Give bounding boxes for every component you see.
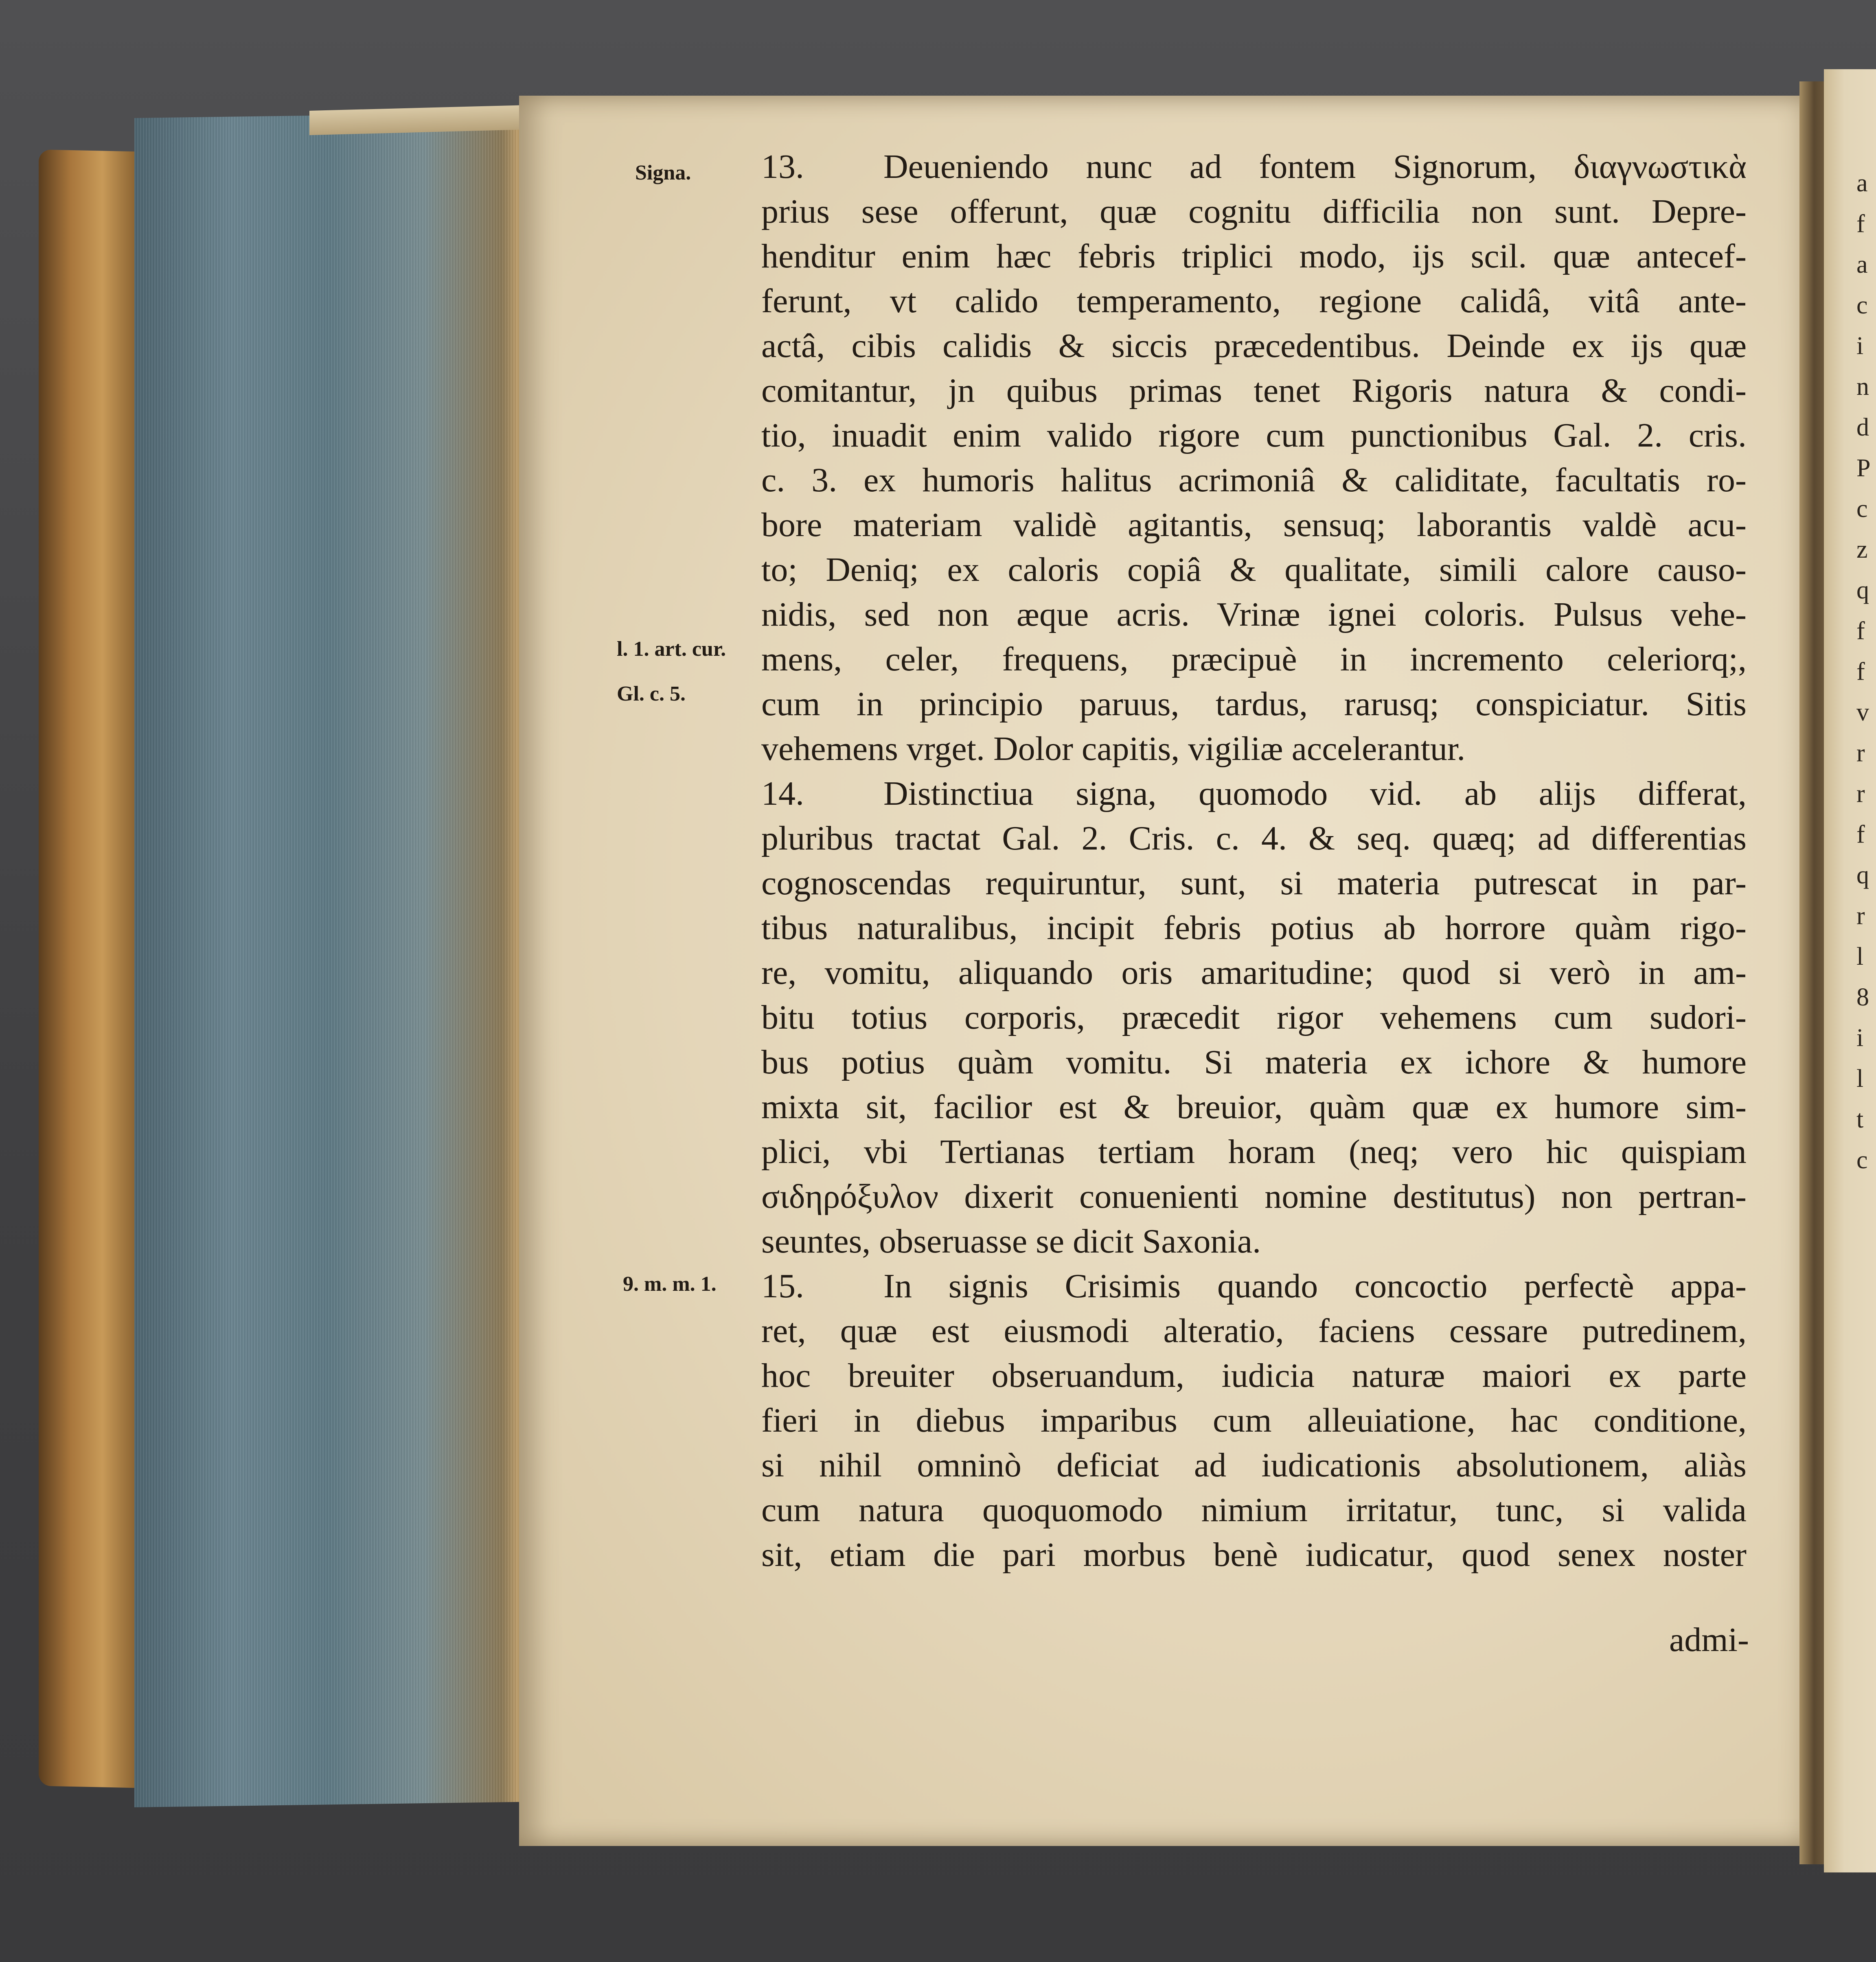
book-cover-edge	[39, 149, 145, 1788]
facing-letter: n	[1856, 373, 1869, 401]
facing-letter: r	[1856, 739, 1865, 767]
facing-letter: z	[1856, 536, 1868, 563]
facing-letter: q	[1856, 861, 1869, 889]
facing-letter: f	[1856, 821, 1865, 848]
text-line	[761, 1264, 1747, 1309]
text-line: cognoscendas requiruntur, sunt, si materia putrescat in par-	[761, 864, 1747, 902]
text-line: re, vomitu, aliquando oris amaritudine; quod si verò in am-	[761, 954, 1747, 992]
text-line: tibus naturalibus, incipit febris potius ab horrore quàm rigo-	[761, 909, 1747, 947]
facing-letter: f	[1856, 658, 1865, 685]
margin-note-reference: l. 1. art. cur.	[617, 637, 726, 661]
facing-letter: a	[1856, 169, 1868, 197]
text-line: mixta sit, facilior est & breuior, quàm quæ ex humore sim-	[761, 1088, 1747, 1126]
facing-letter: r	[1856, 902, 1865, 930]
margin-note-reference: 9. m. m. 1.	[623, 1272, 717, 1296]
line-text: Deueniendo nunc ad fontem Signorum, διαγνωστικὰ	[883, 148, 1747, 186]
text-line	[761, 145, 1747, 189]
facing-letter: r	[1856, 780, 1865, 808]
line-text: In signis Crisimis quando concoctio perfectè appa-	[883, 1267, 1747, 1305]
text-line: plici, vbi Tertianas tertiam horam (neq; vero hic quispiam	[761, 1133, 1747, 1171]
page-block-fore-edge	[134, 113, 521, 1807]
text-line: nidis, sed non æque acris. Vrinæ ignei coloris. Pulsus vehe-	[761, 596, 1747, 633]
paragraph-number: 14.	[761, 775, 804, 812]
text-line: actâ, cibis calidis & siccis præcedentibus. Deinde ex ijs quæ	[761, 327, 1747, 365]
text-line: to; Deniq; ex caloris copiâ & qualitate, simili calore causo-	[761, 551, 1747, 589]
margin-note-signa: Signa.	[635, 161, 691, 184]
facing-letter: l	[1856, 1065, 1864, 1093]
facing-letter: c	[1856, 1146, 1868, 1174]
catchword: admi-	[1669, 1621, 1749, 1659]
text-line: bitu totius corporis, præcedit rigor vehemens cum sudori-	[761, 999, 1747, 1036]
paragraph-number: 15.	[761, 1267, 804, 1305]
facing-letter: t	[1856, 1106, 1864, 1133]
text-line: cum in principio paruus, tardus, rarusq; conspiciatur. Sitis	[761, 685, 1747, 723]
text-line: prius sese offerunt, quæ cognitu difficilia non sunt. Depre-	[761, 193, 1747, 230]
text-line: c. 3. ex humoris halitus acrimoniâ & caliditate, facultatis ro-	[761, 461, 1747, 499]
line-text: Distinctiua signa, quomodo vid. ab alijs differat,	[883, 775, 1747, 812]
text-line: sit, etiam die pari morbus benè iudicatur, quod senex noster	[761, 1536, 1747, 1574]
text-line: hoc breuiter obseruandum, iudicia naturæ maiori ex parte	[761, 1357, 1747, 1395]
facing-letter: P	[1856, 454, 1871, 482]
facing-letter: f	[1856, 617, 1865, 645]
facing-letter: 8	[1856, 983, 1869, 1011]
facing-letter: d	[1856, 414, 1869, 441]
margin-note-reference: Gl. c. 5.	[617, 682, 686, 705]
text-line: ferunt, vt calido temperamento, regione calidâ, vitâ ante-	[761, 282, 1747, 320]
facing-letter: a	[1856, 251, 1868, 278]
paragraph-number: 13.	[761, 148, 804, 186]
text-line: tio, inuadit enim valido rigore cum punctionibus Gal. 2. cris.	[761, 416, 1747, 454]
text-line: comitantur, jn quibus primas tenet Rigoris natura & condi-	[761, 372, 1747, 409]
text-line: si nihil omninò deficiat ad iudicationis absolutionem, aliàs	[761, 1446, 1747, 1484]
text-line: bus potius quàm vomitu. Si materia ex ichore & humore	[761, 1043, 1747, 1081]
text-line: σιδηρόξυλον dixerit conuenienti nomine destitutus) non pertran-	[761, 1178, 1747, 1215]
text-line: vehemens vrget. Dolor capitis, vigiliæ accelerantur.	[761, 730, 1466, 768]
text-line: fieri in diebus imparibus cum alleuiatione, hac conditione,	[761, 1401, 1747, 1439]
facing-letter: v	[1856, 699, 1869, 726]
text-line: ret, quæ est eiusmodi alteratio, faciens cessare putredinem,	[761, 1312, 1747, 1350]
text-line: cum natura quoquomodo nimium irritatur, tunc, si valida	[761, 1491, 1747, 1529]
text-line: henditur enim hæc febris triplici modo, ijs scil. quæ antecef-	[761, 237, 1747, 275]
facing-letter: c	[1856, 495, 1868, 523]
text-line: seuntes, obseruasse se dicit Saxonia.	[761, 1222, 1261, 1260]
facing-letter: i	[1856, 1024, 1864, 1052]
text-line	[761, 771, 1747, 816]
facing-letter: c	[1856, 291, 1868, 319]
facing-letter: l	[1856, 943, 1864, 970]
text-line: pluribus tractat Gal. 2. Cris. c. 4. & seq. quæq; ad differentias	[761, 819, 1747, 857]
facing-letter: q	[1856, 576, 1869, 604]
text-line: mens, celer, frequens, præcipuè in incremento celeriorq;,	[761, 640, 1747, 678]
facing-page-text	[1856, 163, 1876, 1180]
facing-letter: i	[1856, 332, 1864, 360]
facing-letter: f	[1856, 210, 1865, 238]
text-line: bore materiam validè agitantis, sensuq; laborantis valdè acu-	[761, 506, 1747, 544]
